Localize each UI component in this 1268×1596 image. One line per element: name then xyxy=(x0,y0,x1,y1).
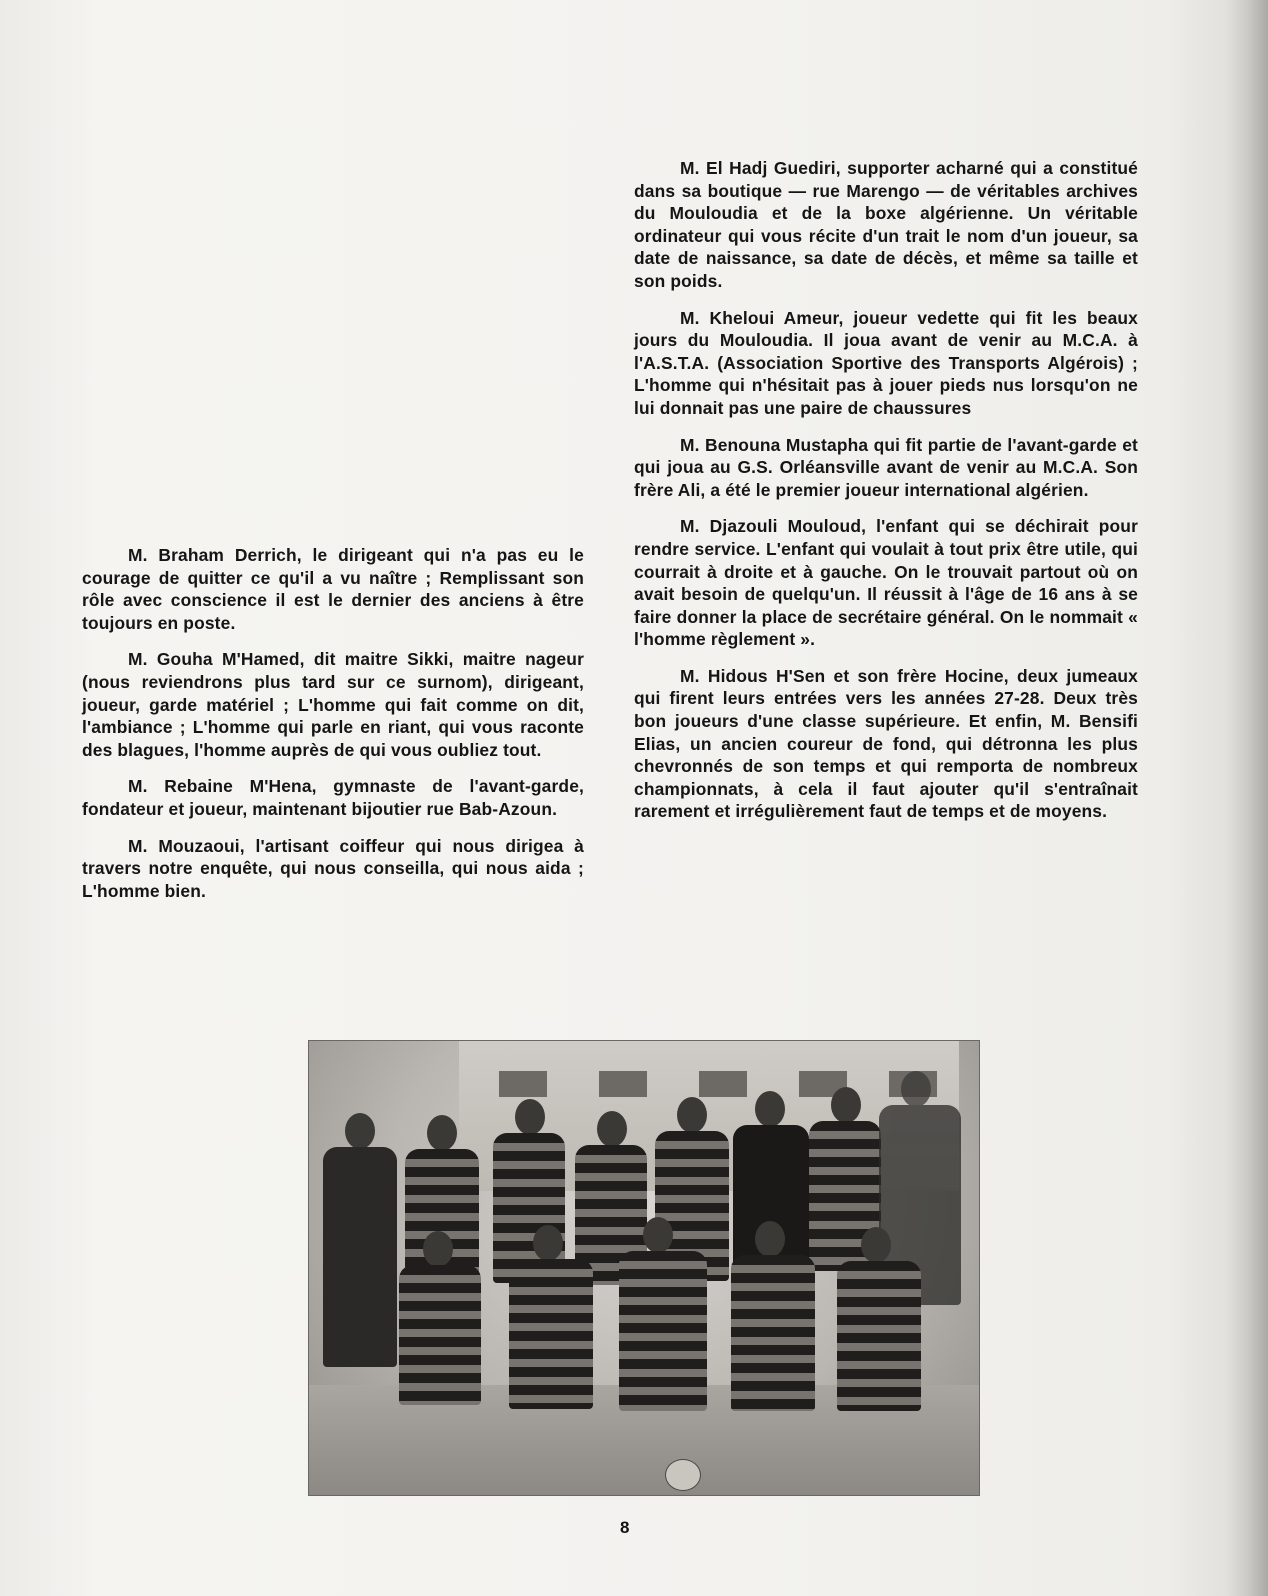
paragraph-derrich: M. Braham Derrich, le dirigeant qui n'a pas eu le courage de quitter ce qu'il a vu naître ; Remplissant son rôle avec conscience il est le dernier des anciens à être toujours en poste. xyxy=(82,545,584,633)
page-number: 8 xyxy=(620,1518,630,1537)
paragraph-gouha: M. Gouha M'Hamed, dit maitre Sikki, maitre nageur (nous reviendrons plus tard sur ce surnom), dirigeant, joueur, garde matériel ; L'homme qui fait comme on dit, l'ambiance ; L'homme qui parle en riant, qui vous raconte des blagues, l'homme auprès de qui vous oubliez tout. xyxy=(82,649,584,760)
paragraph-benouna: M. Benouna Mustapha qui fit partie de l'avant-garde et qui joua au G.S. Orléansville avant de venir au M.C.A. Son frère Ali, a été le premier joueur international algérien. xyxy=(634,434,1138,500)
photo-window xyxy=(499,1071,547,1097)
right-text-column xyxy=(634,157,1138,837)
paragraph-rebaine: M. Rebaine M'Hena, gymnaste de l'avant-garde, fondateur et joueur, maintenant bijoutier rue Bab-Azoun. xyxy=(82,776,584,819)
paragraph-hidous: M. Hidous H'Sen et son frère Hocine, deux jumeaux qui firent leurs entrées vers les années 27-28. Deux très bon joueurs d'une classe supérieure. Et enfin, M. Bensifi Elias, un ancien coureur de fond, qui détronna les plus chevronnés de son temps et qui remporta de nombreux championnats, à cela il faut ajouter qu'il s'entraînait rarement et irrégulièrement faut de temps et de moyens. xyxy=(634,665,1138,822)
paragraph-mouzaoui: M. Mouzaoui, l'artisant coiffeur qui nous dirigea à travers notre enquête, qui nous conseilla, qui nous aida ; L'homme bien. xyxy=(82,835,584,901)
photo-window xyxy=(599,1071,647,1097)
page-spine-shadow xyxy=(1226,0,1268,1596)
photo-window xyxy=(699,1071,747,1097)
team-photograph xyxy=(308,1040,980,1496)
paragraph-kheloui: M. Kheloui Ameur, joueur vedette qui fit les beaux jours du Mouloudia. Il joua avant de venir au M.C.A. à l'A.S.T.A. (Association Sportive des Transports Algérois) ; L'homme qui n'hésitait pas à jouer pieds nus lorsqu'on ne lui donnait pas une paire de chaussures xyxy=(634,307,1138,418)
photo-football xyxy=(665,1459,701,1491)
paragraph-djazouli: M. Djazouli Mouloud, l'enfant qui se déchirait pour rendre service. L'enfant qui voulait à tout prix être utile, qui courrait à droite et à gauche. On le trouvait partout où on avait besoin de quelqu'un. Il réussit à l'âge de 16 ans à se faire donner la place de secrétaire général. On le nommait « l'homme règlement ». xyxy=(634,516,1138,650)
left-text-column xyxy=(82,544,584,916)
paragraph-guediri: M. El Hadj Guediri, supporter acharné qui a constitué dans sa boutique — rue Marengo — de véritables archives du Mouloudia et de la boxe algérienne. Un véritable ordinateur qui vous récite d'un trait le nom d'un joueur, sa date de naissance, sa date de décès, et même sa taille et son poids. xyxy=(634,158,1138,291)
